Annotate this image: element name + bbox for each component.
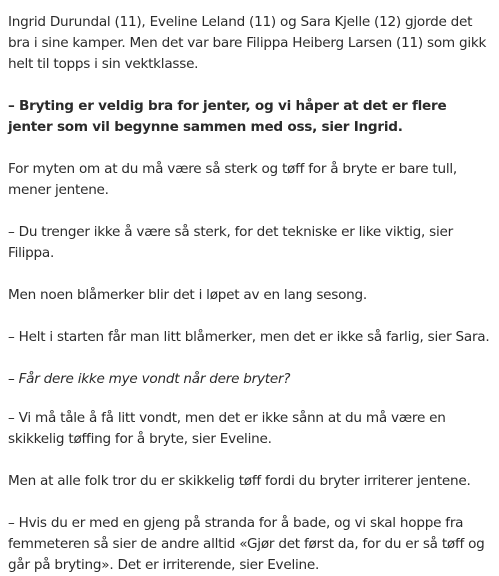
article-body [0,12,499,576]
paragraph-8-quote: – Vi må tåle å få litt vondt, men det er ikke sånn at du må være en skikkelig tøffing for å bryte, sier Eveline. [8,410,446,447]
paragraph-5: Men noen blåmerker blir det i løpet av en lang sesong. [8,287,368,303]
paragraph-3: For myten om at du må være så sterk og tøff for å bryte er bare tull, mener jentene. [8,161,457,198]
paragraph-10-quote: – Hvis du er med en gjeng på stranda for å bade, og vi skal hoppe fra femmeteren så sier de andre alltid «Gjør det først da, for du er så tøff og går på bryting». Det er irriterende, sier Eveline. [8,515,485,573]
paragraph-6-quote: – Helt i starten får man litt blåmerker, men det er ikke så farlig, sier Sara. [8,329,490,345]
paragraph-2-quote: – Bryting er veldig bra for jenter, og vi håper at det er flere jenter som vil begynne sammen med oss, sier Ingrid. [8,98,447,135]
paragraph-1: Ingrid Durundal (11), Eveline Leland (11) og Sara Kjelle (12) gjorde det bra i sine kamper. Men det var bare Filippa Heiberg Larsen (11) som gikk helt til topps i sin vektklasse. [8,14,487,72]
paragraph-7-question: – Får dere ikke mye vondt når dere bryter? [8,371,291,387]
paragraph-4-quote: – Du trenger ikke å være så sterk, for det tekniske er like viktig, sier Filippa. [8,224,453,261]
paragraph-9: Men at alle folk tror du er skikkelig tøff fordi du bryter irriterer jentene. [8,473,471,489]
